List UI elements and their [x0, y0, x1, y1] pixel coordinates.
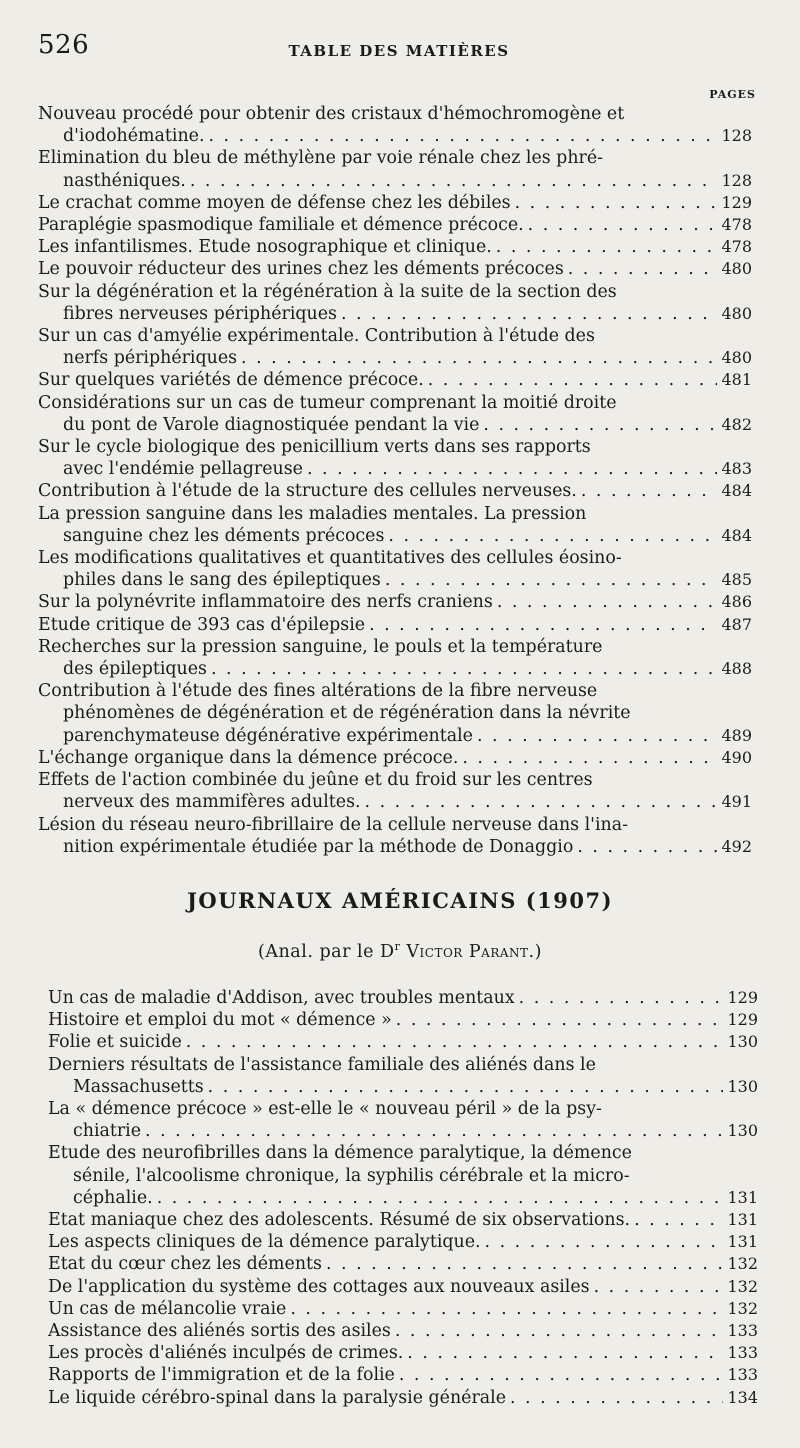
- toc-page-number: 483: [721, 459, 752, 479]
- analyst-prefix: (Anal. par le D: [258, 941, 395, 962]
- toc-page-number: 130: [727, 1032, 758, 1052]
- dot-leader: [515, 192, 718, 214]
- toc-entry-text: Sur le cycle biologique des penicillium verts dans ses rapports: [38, 437, 591, 458]
- toc-entry-text: nition expérimentale étudiée par la méthode de Donaggio: [63, 836, 574, 857]
- toc-entry: [38, 814, 752, 858]
- toc-entry-text: Un cas de mélancolie vraie: [48, 1298, 287, 1319]
- toc-entry: [48, 987, 758, 1009]
- toc-page-number: 491: [721, 792, 752, 812]
- toc-page-number: 489: [721, 725, 752, 745]
- toc-entry: [48, 1276, 758, 1298]
- toc-entry-text: nerfs périphériques: [63, 348, 238, 369]
- toc-entry-last-line: [48, 1231, 758, 1253]
- toc-entry: [38, 480, 752, 502]
- toc-page-number: 487: [721, 614, 752, 634]
- toc-entry-last-line: [38, 236, 752, 258]
- toc-page-number: 128: [721, 170, 752, 190]
- toc-page-number: 478: [721, 215, 752, 235]
- dot-leader: [211, 658, 718, 680]
- toc-entry-last-line: [48, 1342, 758, 1364]
- toc-entry-text: Effets de l'action combinée du jeûne et du froid sur les centres: [38, 770, 593, 791]
- toc-entry-text: Nouveau procédé pour obtenir des cristaux d'hémochromogène et: [38, 104, 625, 124]
- toc-entry-last-line: [38, 747, 752, 769]
- toc-entry: [38, 236, 752, 258]
- toc-entry: [38, 680, 752, 747]
- toc-entry: [38, 591, 752, 613]
- toc-entry-last-line: [38, 791, 752, 813]
- dot-leader: [399, 1364, 724, 1386]
- toc-entry-last-line: [48, 1320, 758, 1342]
- toc-entry-last-line: [38, 414, 752, 436]
- toc-entry-last-line: [38, 125, 752, 147]
- toc-entry: [38, 192, 752, 214]
- toc-entry-last-line: [38, 369, 752, 391]
- dot-leader: [577, 836, 717, 858]
- toc-entry-last-line: [48, 987, 758, 1009]
- dot-leader: [157, 1187, 724, 1209]
- toc-page-number: 132: [727, 1254, 758, 1274]
- toc-entry-text: Considérations sur un cas de tumeur comprenant la moitié droite: [38, 392, 617, 413]
- toc-entry-last-line: [38, 725, 752, 747]
- toc-entry-text: Etude des neurofibrilles dans la démence paralytique, la démence: [48, 1143, 632, 1164]
- dot-leader: [477, 725, 717, 747]
- toc-entry-text: Le liquide cérébro-spinal dans la paralysie générale: [48, 1387, 506, 1408]
- toc-page-number: 133: [727, 1321, 758, 1341]
- dot-leader: [307, 458, 717, 480]
- page-number: 526: [38, 30, 90, 60]
- toc-entry: [38, 214, 752, 236]
- toc-entry-text: parenchymateuse dégénérative expérimentale: [63, 725, 473, 746]
- toc-entry-last-line: [38, 303, 752, 325]
- toc-entry: [38, 147, 752, 191]
- dot-leader: [208, 125, 717, 147]
- toc-entry-text: Derniers résultats de l'assistance familiale des aliénés dans le: [48, 1054, 596, 1075]
- toc-entry-text: Les procès d'aliénés inculpés de crimes.: [48, 1343, 404, 1364]
- toc-entry-text: Lésion du réseau neuro-fibrillaire de la cellule nerveuse dans l'ina-: [38, 814, 628, 835]
- dot-leader: [483, 414, 717, 436]
- dot-leader: [341, 303, 718, 325]
- toc-entry: [48, 1209, 758, 1231]
- dot-leader: [190, 170, 718, 192]
- toc-entry: [38, 436, 752, 480]
- toc-entry-last-line: [38, 480, 752, 502]
- pages-column-label: PAGES: [709, 88, 756, 101]
- dot-leader: [145, 1120, 723, 1142]
- toc-entry-text: Les aspects cliniques de la démence paralytique.: [48, 1232, 481, 1253]
- toc-entry-text: Elimination du bleu de méthylène par voie rénale chez les phré-: [38, 148, 604, 169]
- toc-entry: [38, 258, 752, 280]
- toc-list-american: [48, 987, 758, 1409]
- toc-entry-text: Les modifications qualitatives et quantitatives des cellules éosino-: [38, 548, 622, 569]
- toc-entry-last-line: [48, 1031, 758, 1053]
- toc-entry: [48, 1031, 758, 1053]
- toc-page-number: 128: [721, 126, 752, 146]
- toc-entry: [38, 636, 752, 680]
- section-title: JOURNAUX AMÉRICAINS (1907): [186, 888, 614, 913]
- toc-entry: [48, 1253, 758, 1275]
- toc-entry: [38, 103, 752, 147]
- toc-entry-text: Le crachat comme moyen de défense chez les débiles: [38, 192, 511, 213]
- dot-leader: [326, 1253, 723, 1275]
- toc-page-number: 484: [721, 481, 752, 501]
- toc-entry-text: Contribution à l'étude de la structure des cellules nerveuses.: [38, 481, 577, 502]
- toc-page-number: 485: [721, 570, 752, 590]
- dot-leader: [388, 525, 717, 547]
- dot-leader: [594, 1276, 724, 1298]
- toc-entry: [38, 369, 752, 391]
- dot-leader: [186, 1031, 724, 1053]
- toc-entry-last-line: [38, 658, 752, 680]
- toc-entry-last-line: [48, 1209, 758, 1231]
- toc-entry: [38, 325, 752, 369]
- toc-page-number: 133: [727, 1343, 758, 1363]
- toc-entry-last-line: [38, 614, 752, 636]
- toc-entry: [38, 392, 752, 436]
- dot-leader: [407, 1342, 723, 1364]
- toc-entry-last-line: [38, 192, 752, 214]
- dot-leader: [519, 987, 724, 1009]
- toc-entry: [48, 1342, 758, 1364]
- toc-entry-text: Etude critique de 393 cas d'épilepsie: [38, 614, 366, 635]
- toc-entry-last-line: [38, 591, 752, 613]
- toc-page-number: 488: [721, 659, 752, 679]
- toc-entry-text: fibres nerveuses périphériques: [63, 303, 337, 324]
- toc-entry-text: Massachusetts: [73, 1076, 204, 1097]
- toc-entry-text: De l'application du système des cottages aux nouveaux asiles: [48, 1276, 590, 1297]
- toc-entry-text: Etat du cœur chez les déments: [48, 1254, 322, 1275]
- toc-entry: [38, 281, 752, 325]
- dot-leader: [462, 747, 717, 769]
- toc-entry: [48, 1009, 758, 1031]
- toc-entry: [38, 769, 752, 813]
- toc-entry-text: d'iodohématine.: [63, 126, 205, 147]
- dot-leader: [395, 1320, 724, 1342]
- dot-leader: [369, 614, 717, 636]
- toc-entry-text: nasthéniques.: [63, 170, 186, 191]
- toc-entry: [48, 1387, 758, 1409]
- dot-leader: [208, 1076, 724, 1098]
- toc-page-number: 134: [727, 1387, 758, 1407]
- toc-entry-last-line: [48, 1387, 758, 1409]
- dot-leader: [290, 1298, 723, 1320]
- dot-leader: [396, 1009, 724, 1031]
- analyst-sup: r: [394, 940, 401, 953]
- toc-page-number: 129: [727, 988, 758, 1007]
- toc-entry: [38, 547, 752, 591]
- toc-entry: [48, 1054, 758, 1098]
- toc-entry-text: Rapports de l'immigration et de la folie: [48, 1365, 395, 1386]
- toc-entry-text: Etat maniaque chez des adolescents. Résumé de six observations.: [48, 1210, 631, 1231]
- toc-entry: [48, 1320, 758, 1342]
- toc-page-number: 130: [727, 1076, 758, 1096]
- toc-page-number: 480: [721, 303, 752, 323]
- toc-entry-last-line: [38, 258, 752, 280]
- toc-entry-text: Sur la polynévrite inflammatoire des nerfs craniens: [38, 592, 493, 613]
- toc-entry-text: L'échange organique dans la démence précoce.: [38, 747, 459, 768]
- toc-entry-text: Assistance des aliénés sortis des asiles: [48, 1321, 391, 1342]
- toc-entry-last-line: [48, 1364, 758, 1386]
- toc-page-number: 129: [727, 1010, 758, 1030]
- toc-entry-last-line: [48, 1253, 758, 1275]
- dot-leader: [428, 369, 718, 391]
- dot-leader: [385, 569, 718, 591]
- toc-entry-text: Contribution à l'étude des fines altérations de la fibre nerveuse: [38, 681, 598, 702]
- toc-entry-text: nerveux des mammifères adultes.: [63, 792, 361, 813]
- toc-entry: [48, 1298, 758, 1320]
- analyst-name: Victor Parant.): [406, 941, 542, 962]
- toc-page-number: 482: [721, 414, 752, 434]
- toc-page-number: 480: [721, 259, 752, 279]
- toc-entry-text: Sur quelques variétés de démence précoce.: [38, 370, 424, 391]
- toc-entry-last-line: [48, 1076, 758, 1098]
- toc-page-number: 131: [727, 1232, 758, 1252]
- toc-page-number: 133: [727, 1365, 758, 1385]
- toc-entry-text: Folie et suicide: [48, 1032, 182, 1053]
- toc-page-number: 132: [727, 1276, 758, 1296]
- toc-entry-text: sénile, l'alcoolisme chronique, la syphilis cérébrale et la micro-: [73, 1165, 630, 1186]
- toc-page-number: 481: [721, 370, 752, 390]
- dot-leader: [634, 1209, 723, 1231]
- toc-page-number: 131: [727, 1187, 758, 1207]
- toc-entry: [48, 1142, 758, 1209]
- toc-entry-text: philes dans le sang des épileptiques: [63, 570, 381, 591]
- toc-entry: [48, 1364, 758, 1386]
- toc-page-number: 492: [721, 836, 752, 856]
- toc-page-number: 129: [721, 192, 752, 212]
- dot-leader: [365, 791, 718, 813]
- toc-entry-last-line: [38, 170, 752, 192]
- toc-entry-last-line: [48, 1187, 758, 1209]
- page-header: [38, 30, 760, 70]
- toc-entry-last-line: [48, 1276, 758, 1298]
- toc-entry-text: Sur la dégénération et la régénération à la suite de la section des: [38, 281, 617, 302]
- toc-entry: [48, 1098, 758, 1142]
- toc-entry-text: Sur un cas d'amyélie expérimentale. Contribution à l'étude des: [38, 326, 595, 347]
- toc-entry-text: des épileptiques: [63, 659, 207, 680]
- toc-entry: [38, 747, 752, 769]
- toc-page-number: 480: [721, 348, 752, 368]
- toc-entry: [38, 503, 752, 547]
- section-analyst: [0, 940, 800, 962]
- toc-page-number: 478: [721, 237, 752, 257]
- toc-page-number: 484: [721, 525, 752, 545]
- dot-leader: [485, 1231, 724, 1253]
- toc-entry-last-line: [48, 1120, 758, 1142]
- toc-entry-text: Histoire et emploi du mot « démence »: [48, 1010, 392, 1031]
- running-title: TABLE DES MATIÈRES: [288, 42, 510, 60]
- toc-entry: [38, 614, 752, 636]
- toc-entry-text: céphalie.: [73, 1187, 153, 1208]
- toc-entry-last-line: [38, 836, 752, 858]
- toc-page-number: 132: [727, 1298, 758, 1318]
- toc-list-italian: [38, 103, 752, 858]
- dot-leader: [568, 258, 718, 280]
- toc-entry-last-line: [38, 347, 752, 369]
- toc-page-number: 131: [727, 1210, 758, 1230]
- dot-leader: [581, 480, 718, 502]
- toc-page-number: 130: [727, 1121, 758, 1141]
- toc-entry-text: Paraplégie spasmodique familiale et démence précoce.: [38, 215, 524, 236]
- toc-entry-last-line: [38, 525, 752, 547]
- toc-page-number: 490: [721, 747, 752, 767]
- toc-entry-text: chiatrie: [73, 1121, 142, 1142]
- toc-entry-text: du pont de Varole diagnostiquée pendant la vie: [63, 414, 480, 435]
- toc-entry-text: phénomènes de dégénération et de régénération dans la névrite: [63, 703, 631, 724]
- toc-entry-last-line: [48, 1298, 758, 1320]
- toc-entry-last-line: [38, 569, 752, 591]
- toc-entry-text: La « démence précoce » est-elle le « nouveau péril » de la psy-: [48, 1099, 602, 1120]
- toc-entry-text: sanguine chez les déments précoces: [63, 525, 385, 546]
- dot-leader: [496, 236, 718, 258]
- dot-leader: [241, 347, 717, 369]
- dot-leader: [528, 214, 718, 236]
- toc-entry-last-line: [48, 1009, 758, 1031]
- toc-page-number: 486: [721, 592, 752, 612]
- toc-entry-text: avec l'endémie pellagreuse: [63, 459, 303, 480]
- toc-entry-last-line: [38, 458, 752, 480]
- toc-entry: [48, 1231, 758, 1253]
- toc-entry-text: Un cas de maladie d'Addison, avec troubles mentaux: [48, 988, 515, 1008]
- toc-entry-text: Recherches sur la pression sanguine, le pouls et la température: [38, 636, 603, 657]
- dot-leader: [510, 1387, 723, 1409]
- toc-entry-last-line: [38, 214, 752, 236]
- dot-leader: [497, 591, 718, 613]
- toc-entry-text: La pression sanguine dans les maladies mentales. La pression: [38, 503, 587, 524]
- toc-entry-text: Le pouvoir réducteur des urines chez les déments précoces: [38, 259, 564, 280]
- toc-entry-text: Les infantilismes. Etude nosographique et clinique.: [38, 237, 492, 258]
